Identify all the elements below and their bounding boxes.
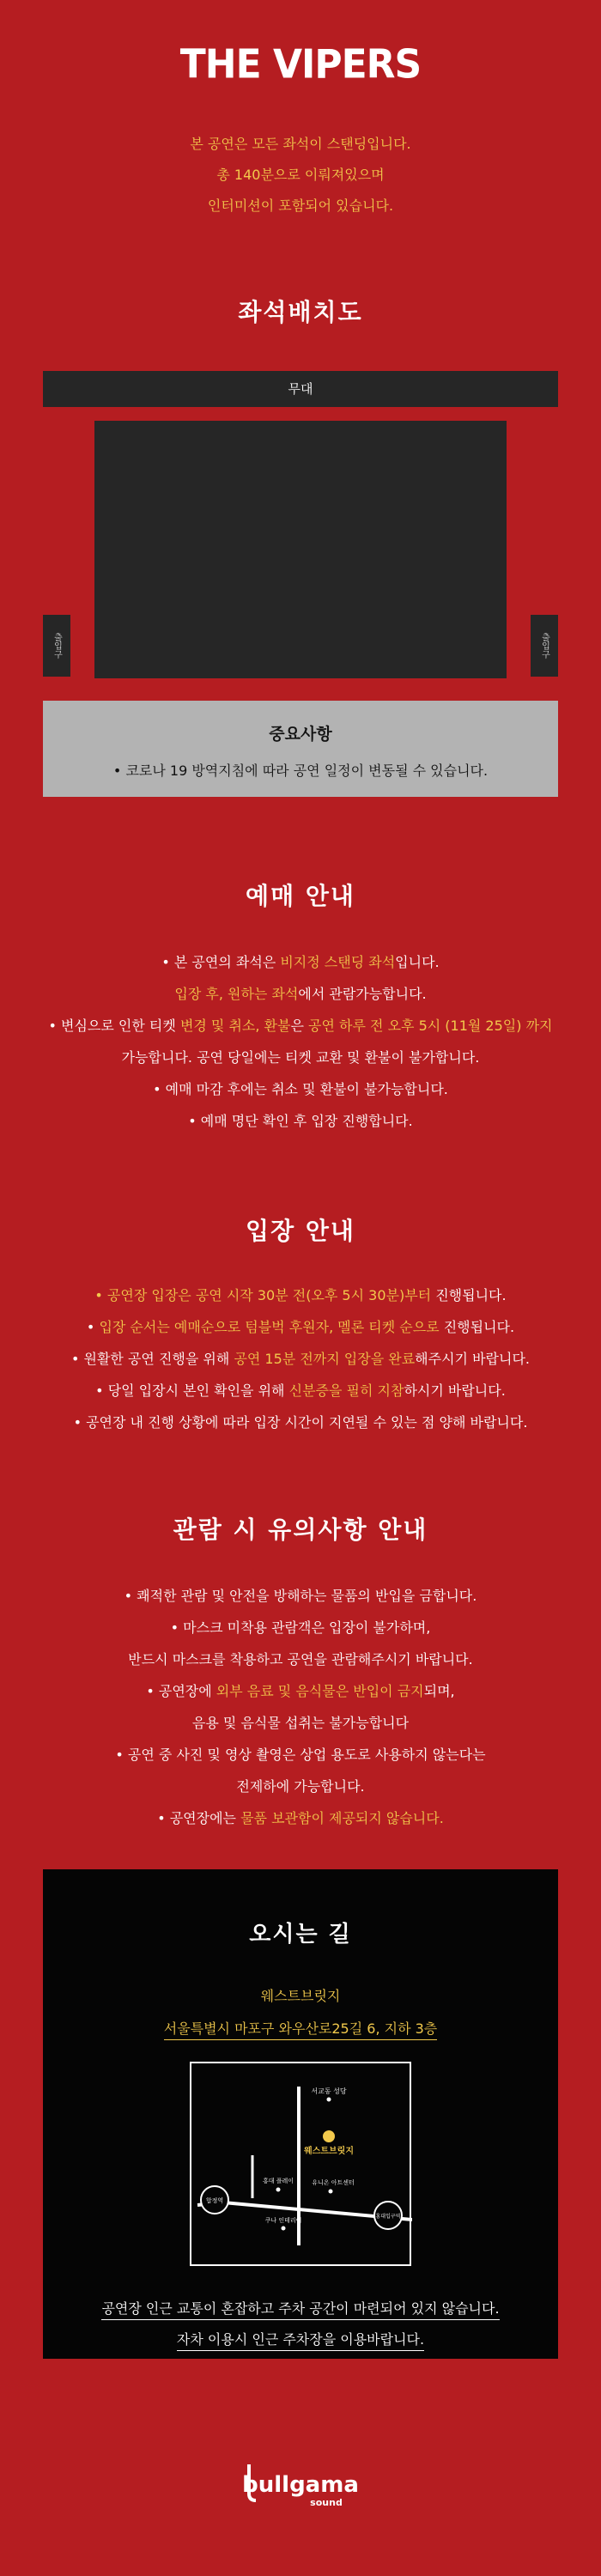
logo-wordmark: bullgama — [242, 2472, 359, 2498]
booking-list — [0, 946, 601, 1137]
logo-subtext: sound — [310, 2497, 343, 2508]
directions-title: 오시는 길 — [249, 1922, 352, 1947]
address-text: 서울특별시 마포구 와우산로25길 6, 지하 3층 — [164, 2020, 438, 2040]
entry-list — [0, 1279, 601, 1438]
intro-text — [0, 129, 601, 222]
info-text: 하시기 바랍니다. — [404, 1382, 506, 1399]
info-text: 해주시기 바랍니다. — [415, 1351, 530, 1367]
map-label-church: 서교동 성당 — [311, 2087, 347, 2095]
highlight-text: 신분증을 필히 지참 — [288, 1382, 404, 1399]
info-text: • — [86, 1319, 100, 1335]
venue-marker — [323, 2130, 335, 2142]
info-text: • 본 공연의 좌석은 — [161, 954, 281, 970]
info-text: 진행됩니다. — [439, 1319, 515, 1335]
info-line — [0, 1042, 601, 1073]
intro-line: 본 공연은 모든 좌석이 스탠딩입니다. — [190, 136, 411, 152]
info-line — [0, 1279, 601, 1311]
info-text: 은 — [290, 1018, 309, 1034]
info-line — [0, 1010, 601, 1042]
highlight-text: 입장 순서는 예매순으로 텀블벅 후원자, 멜론 티켓 순으로 — [99, 1319, 440, 1335]
map-label-station-left: 합정역 — [205, 2197, 224, 2204]
highlight-text: 입장 후, 원하는 좌석 — [174, 986, 299, 1002]
bullgama-logo — [240, 2459, 361, 2511]
seating-title: 좌석배치도 — [238, 298, 363, 326]
highlight-text: 공연 15분 전까지 입장을 완료 — [234, 1351, 416, 1367]
cafe-dot — [282, 2227, 286, 2231]
notice-title: 중요사항 — [269, 725, 332, 744]
traffic-note-1 — [0, 2298, 601, 2318]
info-line — [0, 1707, 601, 1739]
info-line — [0, 978, 601, 1010]
brand-title: THE VIPERS — [179, 41, 422, 88]
map-label-cafe: 쿠나 인테리어 — [264, 2217, 302, 2224]
info-line — [0, 1343, 601, 1375]
info-text: • 공연장에 — [146, 1683, 216, 1699]
highlight-text: 물품 보관함이 제공되지 않습니다. — [240, 1810, 444, 1826]
info-text: 반드시 마스크를 착용하고 공연을 관람해주시기 바랍니다. — [128, 1651, 473, 1668]
highlight-text: 비지정 스탠딩 좌석 — [280, 954, 396, 970]
info-line — [0, 1802, 601, 1834]
map-label-academy: 유니온 아트센터 — [312, 2179, 355, 2186]
notice-body: • 코로나 19 방역지침에 따라 공연 일정이 변동될 수 있습니다. — [112, 762, 489, 779]
info-text: 가능합니다. 공연 당일에는 티켓 교환 및 환불이 불가합니다. — [121, 1049, 480, 1066]
map-label-school: 홍대 플레이 — [262, 2178, 294, 2184]
stage-bar: 무대 — [43, 371, 558, 407]
info-text: 전제하에 가능합니다. — [236, 1778, 365, 1795]
caution-list — [0, 1580, 601, 1834]
info-text: 입니다. — [395, 954, 440, 970]
info-line — [0, 1580, 601, 1612]
info-text: • 변심으로 인한 티켓 — [48, 1018, 180, 1034]
info-text: • 예매 마감 후에는 취소 및 환불이 불가능합니다. — [153, 1081, 448, 1097]
info-line — [0, 1311, 601, 1343]
info-line — [0, 1643, 601, 1675]
highlight-text: 외부 음료 및 음식물은 반입이 금지 — [216, 1683, 424, 1699]
highlight-text: 변경 및 취소, 환불 — [179, 1018, 291, 1034]
exit-left: 출입구 — [43, 615, 70, 677]
intro-line: 인터미션이 포함되어 있습니다. — [207, 197, 394, 214]
traffic-text-1: 공연장 인근 교통이 혼잡하고 주차 공간이 마련되어 있지 않습니다. — [101, 2300, 499, 2320]
info-text: • 당일 입장시 본인 확인을 위해 — [95, 1382, 289, 1399]
info-text: • 쾌적한 관람 및 안전을 방해하는 물품의 반입을 금합니다. — [124, 1588, 477, 1604]
info-text: 음용 및 음식물 섭취는 불가능합니다 — [191, 1715, 410, 1731]
info-text: • 공연장 내 진행 상황에 따라 입장 시간이 지연될 수 있는 점 양해 바랍니다. — [73, 1414, 528, 1431]
info-text: 되며, — [423, 1683, 455, 1699]
info-text: 진행됩니다. — [431, 1287, 507, 1303]
info-text: • 원활한 공연 진행을 위해 — [71, 1351, 234, 1367]
info-text: • 공연 중 사진 및 영상 촬영은 상업 용도로 사용하지 않는다는 — [115, 1747, 486, 1763]
info-line — [0, 1771, 601, 1802]
traffic-text-2: 자차 이용시 인근 주차장을 이용바랍니다. — [177, 2331, 424, 2351]
info-line — [0, 1073, 601, 1105]
church-dot — [327, 2098, 331, 2102]
exit-right: 출입구 — [531, 615, 558, 677]
info-line — [0, 1105, 601, 1137]
info-line — [0, 1675, 601, 1707]
info-line — [0, 1406, 601, 1438]
info-text: • 공연장에는 — [157, 1810, 241, 1826]
highlight-text: 공연 하루 전 오후 5시 (11월 25일) 까지 — [308, 1018, 553, 1034]
traffic-note-2 — [0, 2329, 601, 2348]
info-line — [0, 1739, 601, 1771]
location-map — [189, 2061, 412, 2267]
info-line — [0, 946, 601, 978]
important-notice — [43, 701, 558, 797]
map-label-station-right: 홍대입구역 — [375, 2214, 401, 2220]
info-text: • 마스크 미착용 관람객은 입장이 불가하며, — [170, 1619, 431, 1636]
map-label-venue: 웨스트브릿지 — [304, 2147, 354, 2156]
venue-name: 웨스트브릿지 — [260, 1988, 341, 2004]
booking-title: 예매 안내 — [246, 882, 355, 910]
school-dot — [276, 2188, 281, 2192]
venue-address — [0, 2018, 601, 2038]
entry-title: 입장 안내 — [246, 1217, 355, 1245]
info-line — [0, 1375, 601, 1406]
info-text: • 예매 명단 확인 후 입장 진행합니다. — [188, 1113, 413, 1129]
info-line — [0, 1612, 601, 1643]
intro-line: 총 140분으로 이뤄져있으며 — [216, 167, 385, 183]
standing-floor — [94, 421, 507, 678]
info-text: 에서 관람가능합니다. — [298, 986, 427, 1002]
academy-dot — [329, 2190, 333, 2194]
caution-title: 관람 시 유의사항 안내 — [173, 1516, 428, 1544]
highlight-text: • 공연장 입장은 공연 시작 30분 전(오후 5시 30분)부터 — [94, 1287, 432, 1303]
